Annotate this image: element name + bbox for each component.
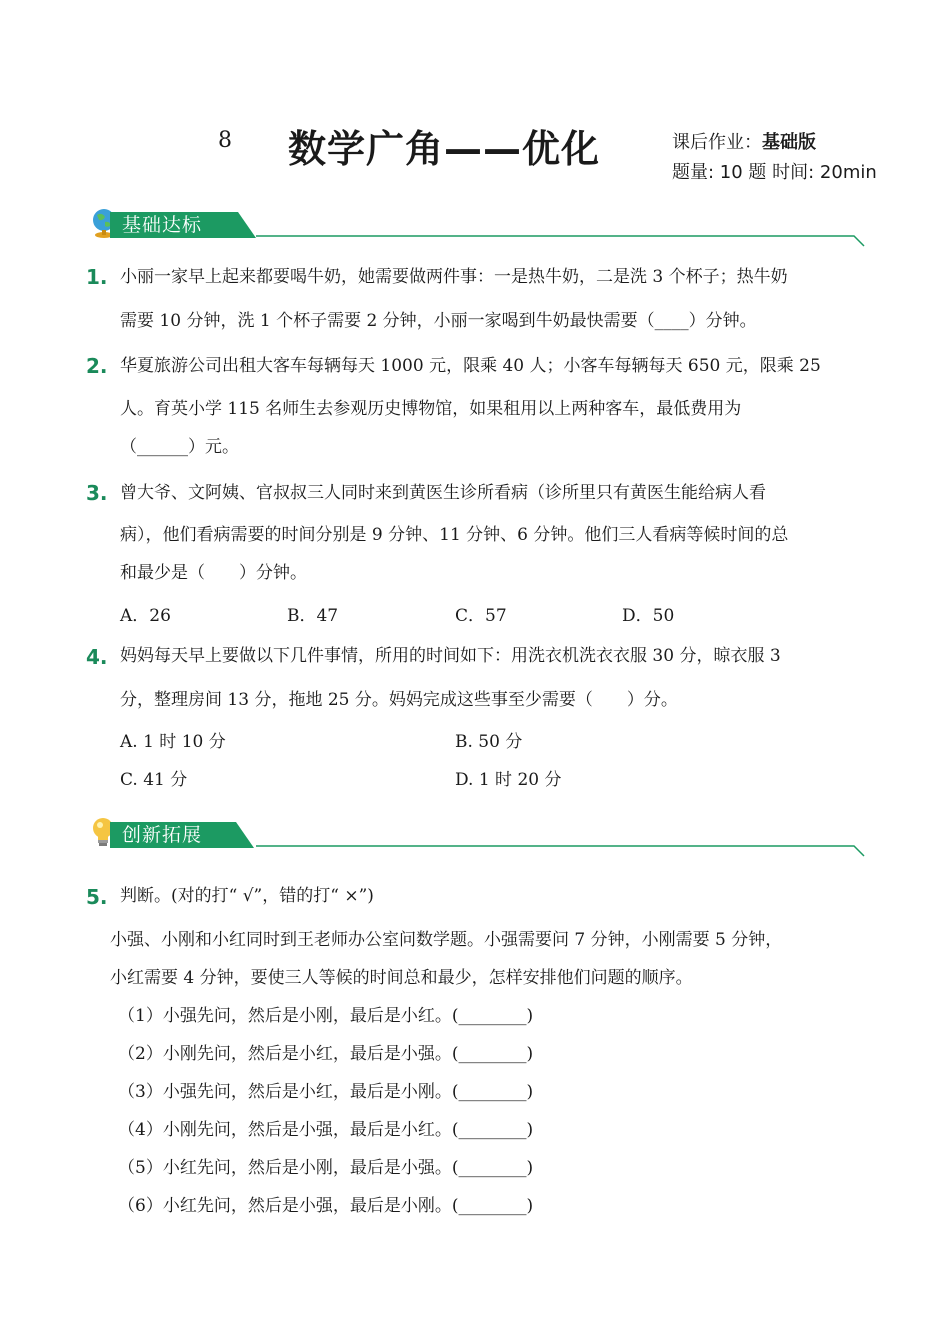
judgment-item: （1）小强先问，然后是小刚，最后是小红。(________): [118, 1006, 534, 1026]
section-divider-line: [256, 816, 868, 860]
question-text-line: （______）元。: [120, 437, 239, 457]
question-number: 4.: [86, 645, 108, 669]
judgment-item: （2）小刚先问，然后是小红，最后是小强。(________): [118, 1044, 534, 1064]
judgment-item: （3）小强先问，然后是小红，最后是小刚。(________): [118, 1082, 534, 1102]
question-text-line: 小丽一家早上起来都要喝牛奶，她需要做两件事：一是热牛奶，二是洗 3 个杯子；热牛奶: [120, 267, 788, 287]
homework-type: [672, 128, 816, 154]
question-text-line: 人。育英小学 115 名师生去参观历史博物馆，如果租用以上两种客车，最低费用为: [120, 399, 742, 419]
question-text-line: 曾大爷、文阿姨、官叔叔三人同时来到黄医生诊所看病（诊所里只有黄医生能给病人看: [120, 483, 766, 503]
section-divider-line: [256, 206, 868, 250]
question-text-line: 华夏旅游公司出租大客车每辆每天 1000 元，限乘 40 人；小客车每辆每天 650 元，限乘 25: [120, 356, 821, 376]
homework-stats: 题量: 10 题 时间: 20min: [672, 162, 877, 183]
option-c: C．57: [455, 606, 507, 626]
question-text-line: 分，整理房间 13 分，拖地 25 分。妈妈完成这些事至少需要（ ）分。: [120, 690, 678, 710]
option-a: A. 1 时 10 分: [120, 732, 226, 752]
homework-type-label: 课后作业：: [672, 132, 762, 153]
question-text-line: 和最少是（ ）分钟。: [120, 563, 307, 583]
question-text-line: 需要 10 分钟，洗 1 个杯子需要 2 分钟，小丽一家喝到牛奶最快需要（____）分钟。: [120, 311, 757, 331]
question-number: 1.: [86, 265, 108, 289]
judgment-item: （6）小红先问，然后是小强，最后是小刚。(________): [118, 1196, 534, 1216]
option-a: A．26: [120, 606, 171, 626]
option-b: B．47: [287, 606, 339, 626]
question-number: 5.: [86, 885, 108, 909]
judgment-item: （4）小刚先问，然后是小强，最后是小红。(________): [118, 1120, 534, 1140]
section-title-basic: 基础达标: [122, 214, 203, 236]
question-number: 3.: [86, 481, 108, 505]
question-text-line: 病），他们看病需要的时间分别是 9 分钟、11 分钟、6 分钟。他们三人看病等候时间的总: [120, 525, 789, 545]
question-text-line: 小强、小刚和小红同时到王老师办公室问数学题。小强需要问 7 分钟，小刚需要 5 分钟，: [110, 930, 783, 950]
judgment-item: （5）小红先问，然后是小刚，最后是小强。(________): [118, 1158, 534, 1178]
option-d: D．50: [622, 606, 675, 626]
page-title: 数学广角——优化: [288, 127, 601, 171]
option-c: C. 41 分: [120, 770, 188, 790]
option-b: B. 50 分: [455, 732, 523, 752]
question-text-line: 妈妈每天早上要做以下几件事情，所用的时间如下：用洗衣机洗衣衣服 30 分，晾衣服 3: [120, 646, 781, 666]
question-intro: 判断。(对的打“ √”，错的打“ ×”): [120, 886, 374, 906]
section-header-basic: [88, 206, 868, 240]
section-title-extension: 创新拓展: [122, 824, 203, 846]
section-header-extension: [88, 816, 868, 850]
question-number: 2.: [86, 354, 108, 378]
option-d: D. 1 时 20 分: [455, 770, 562, 790]
chapter-number: 8: [218, 128, 232, 153]
question-text-line: 小红需要 4 分钟，要使三人等候的时间总和最少，怎样安排他们问题的顺序。: [110, 968, 693, 988]
homework-level: 基础版: [762, 132, 816, 153]
